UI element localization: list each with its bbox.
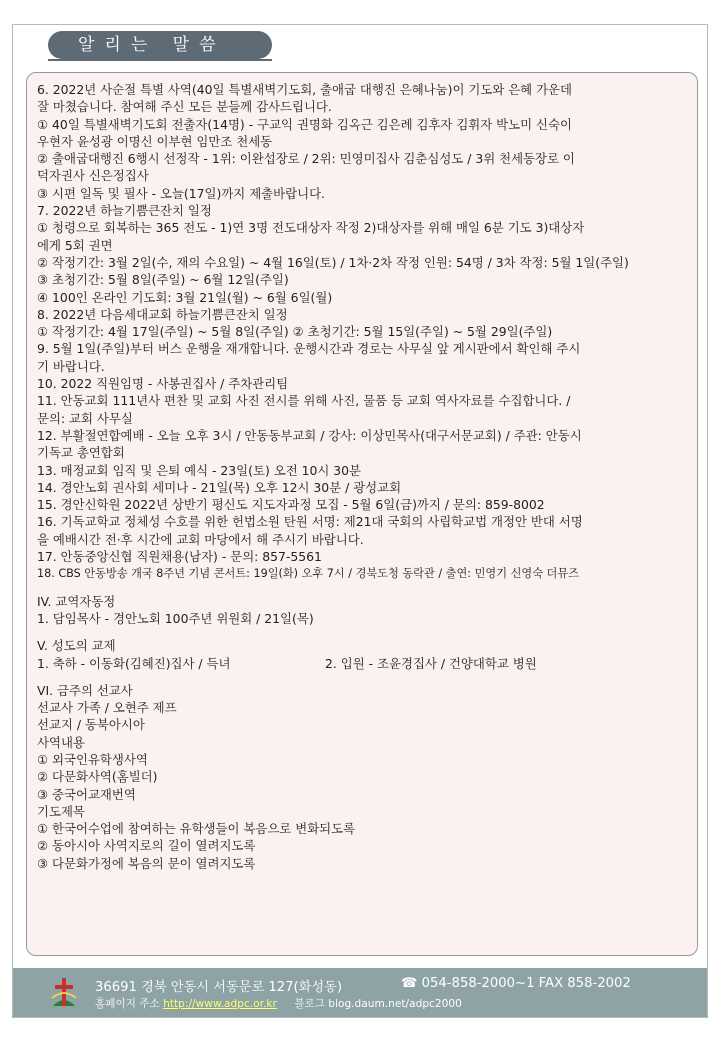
announcements-box (26, 72, 698, 956)
announcement-line: ① 작정기간: 4월 17일(주일) ~ 5월 8일(주일) ② 초청기간: 5월 15일(주일) ~ 5월 29일(주일) (37, 324, 553, 340)
church-logo-icon (49, 976, 79, 1010)
announcement-line: 16. 기독교학교 정체성 수호를 위한 헌법소원 탄원 서명: 제21대 국회의 사립학교법 개정안 반대 서명 (37, 514, 583, 530)
announcement-line: 11. 안동교회 111년사 편찬 및 교회 사진 전시를 위해 사진, 물품 등 교회 역사자료를 수집합니다. / (37, 393, 571, 409)
missionary-line: ① 한국어수업에 참여하는 유학생들이 복음으로 변화되도록 (37, 821, 356, 837)
fellowship-heading: V. 성도의 교제 (37, 638, 116, 654)
announcement-line: ② 작정기간: 3월 2일(수, 재의 수요일) ~ 4월 16일(토) / 1차·2차 작정 인원: 54명 / 3차 작정: 5월 1일(주일) (37, 254, 629, 270)
announcement-line: 10. 2022 직원임명 - 사봉권집사 / 주차관리팀 (37, 376, 289, 392)
announcement-line: 문의: 교회 사무실 (37, 410, 133, 426)
announcement-line: ③ 초청기간: 5월 8일(주일) ~ 6월 12일(주일) (37, 272, 289, 288)
announcement-line: 기독교 총연합회 (37, 445, 125, 461)
title-underline (48, 59, 272, 61)
page-title: 알리는 말씀 (48, 31, 272, 59)
announcement-line: 6. 2022년 사순절 특별 사역(40일 특별새벽기도회, 출애굽 대행진 은혜나눔)이 기도와 은혜 가운데 (37, 82, 572, 97)
missionary-heading: VI. 금주의 선교사 (37, 682, 133, 698)
announcement-line: 12. 부활절연합예배 - 오늘 오후 3시 / 안동동부교회 / 강사: 이상민목사(대구서문교회) / 주관: 안동시 (37, 427, 582, 443)
announcement-line: 우현자 윤성광 이명신 이부현 임만조 천세동 (37, 133, 273, 149)
missionary-line: 선교사 가족 / 오현주 제프 (37, 700, 177, 716)
missionary-line: 선교지 / 동북아시아 (37, 717, 145, 733)
announcement-line: ① 40일 특별새벽기도회 전출자(14명) - 구교익 권명화 김옥근 김은례 김후자 김휘자 박노미 신숙이 (37, 116, 572, 132)
announcement-line: ② 출애굽대행진 6행시 선정작 - 1위: 이완섭장로 / 2위: 민영미집사 김춘심성도 / 3위 천세동장로 이 (37, 151, 575, 167)
announcement-line: ④ 100인 온라인 기도회: 3월 21일(월) ~ 6월 6일(월) (37, 289, 333, 305)
missionary-line: 기도제목 (37, 803, 85, 819)
missionary-line: ② 다문화사역(홈빌더) (37, 769, 158, 785)
announcement-line: 8. 2022년 다음세대교회 하늘기쁨큰잔치 일정 (37, 306, 288, 322)
footer (13, 968, 707, 1017)
missionary-line: ① 외국인유학생사역 (37, 751, 148, 767)
announcement-line: 덕자권사 신은정집사 (37, 168, 149, 184)
missionary-line: ③ 다문화가정에 복음의 문이 열려지도록 (37, 855, 256, 871)
footer-links-row (95, 996, 462, 1011)
announcement-line: 을 예배시간 전·후 시간에 교회 마당에서 해 주시기 바랍니다. (37, 531, 364, 547)
fellowship-congrats: 1. 축하 - 이동화(김혜진)집사 / 득녀 (37, 655, 231, 671)
missionary-line: ③ 중국어교재번역 (37, 786, 136, 802)
announcement-line: 13. 매정교회 임직 및 은퇴 예식 - 23일(토) 오전 10시 30분 (37, 462, 362, 478)
fellowship-row (37, 655, 689, 672)
announcement-line: 9. 5월 1일(주일)부터 버스 운행을 재개합니다. 운행시간과 경로는 사무실 앞 게시판에서 확인해 주시 (37, 341, 581, 357)
staff-item: 1. 담임목사 - 경안노회 100주년 위원회 / 21일(목) (37, 610, 314, 626)
announcement-line: ① 청령으로 회복하는 365 전도 - 1)연 3명 전도대상자 작정 2)대상자를 위해 매일 6분 기도 3)대상자 (37, 220, 585, 236)
fellowship-hospital: 2. 입원 - 조윤경집사 / 건양대학교 병원 (325, 655, 537, 671)
announcement-line: 14. 경안노회 권사회 세미나 - 21일(목) 오후 12시 30분 / 광성교회 (37, 479, 402, 495)
footer-phone: ☎ 054-858-2000~1 FAX 858-2002 (401, 976, 631, 991)
announcement-line: 7. 2022년 하늘기쁨큰잔치 일정 (37, 203, 212, 219)
footer-address-row (95, 976, 631, 995)
missionary-line: 사역내용 (37, 734, 85, 750)
announcement-line: ③ 시편 일독 및 필사 - 오늘(17일)까지 제출바랍니다. (37, 185, 325, 201)
announcement-line: 잘 마쳤습니다. 참여해 주신 모든 분들께 감사드립니다. (37, 99, 332, 115)
announcement-list (37, 81, 689, 565)
announcement-line: 17. 안동중앙신협 직원채용(남자) - 문의: 857-5561 (37, 549, 322, 565)
footer-address: 36691 경북 안동시 서동문로 127(화성동) (95, 980, 343, 995)
announcement-line: 에게 5회 권면 (37, 237, 113, 253)
staff-heading: IV. 교역자동정 (37, 593, 116, 609)
missionary-list (37, 699, 689, 872)
announcement-line: 15. 경안신학원 2022년 상반기 평신도 지도자과정 모집 - 5월 6일(금)까지 / 문의: 859-8002 (37, 497, 545, 513)
announcement-line: 18. CBS 안동방송 개국 8주년 기념 콘서트: 19일(화) 오후 7시 / 경북도청 동락관 / 출연: 민영기 신영숙 더뮤즈 (37, 567, 579, 581)
homepage-label: 홈페이지 주소 (95, 998, 160, 1010)
missionary-line: ② 동아시아 사역지로의 길이 열려지도록 (37, 838, 256, 854)
homepage-link[interactable]: http://www.adpc.or.kr (163, 998, 277, 1010)
announcement-line: 기 바랍니다. (37, 358, 105, 374)
blog-address: 블로그 blog.daum.net/adpc2000 (294, 998, 462, 1010)
